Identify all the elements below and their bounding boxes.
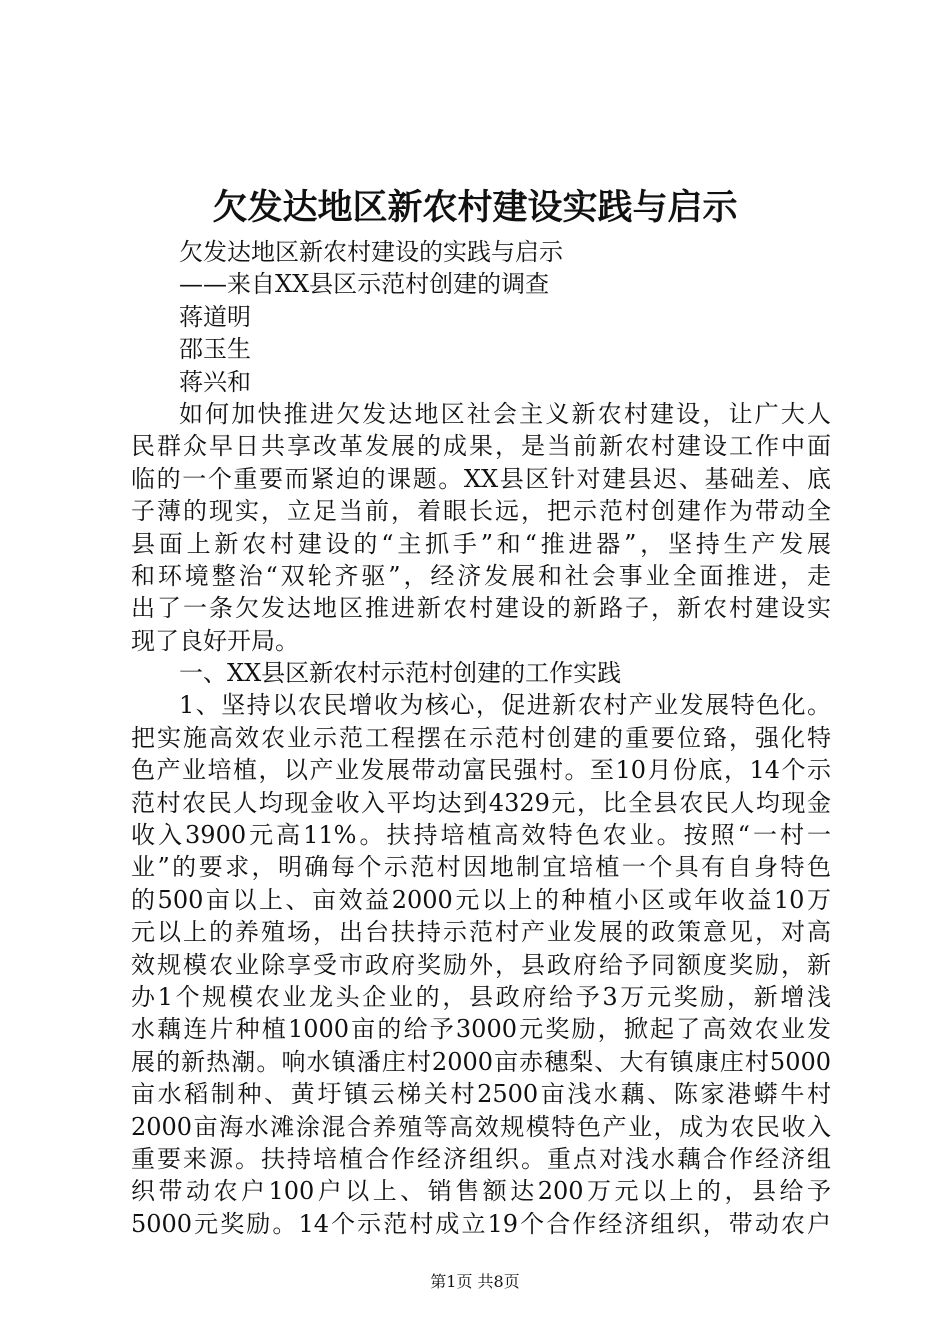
paragraph-line: 收入3900元高11%。扶持培植高效特色农业。按照“一村一 — [131, 821, 831, 850]
paragraph-line: 民群众早日共享改革发展的成果，是当前新农村建设工作中面 — [131, 432, 831, 461]
paragraph-line: 亩水稻制种、黄圩镇云梯关村2500亩浅水藕、陈家港蟒牛村 — [131, 1080, 831, 1109]
paragraph-line: 重要来源。扶持培植合作经济组织。重点对浅水藕合作经济组 — [131, 1144, 831, 1173]
paragraph-line: 县面上新农村建设的“主抓手”和“推进器”，坚持生产发展 — [131, 529, 831, 558]
paragraph-line: 办1个规模农业龙头企业的，县政府给予3万元奖励，新增浅 — [131, 982, 831, 1011]
author-name: 蒋兴和 — [179, 367, 251, 396]
paragraph-line: 把实施高效农业示范工程摆在示范村创建的重要位臵，强化特 — [131, 723, 831, 752]
paragraph-line: 5000元奖励。14个示范村成立19个合作经济组织，带动农户 — [131, 1209, 831, 1238]
paragraph-line: 的500亩以上、亩效益2000元以上的种植小区或年收益10万 — [131, 885, 831, 914]
author-name: 邵玉生 — [179, 335, 251, 364]
page-footer — [0, 1272, 950, 1292]
paragraph-line: 水藕连片种植1000亩的给予3000元奖励，掀起了高效农业发 — [131, 1015, 831, 1044]
paragraph-line: 如何加快推进欠发达地区社会主义新农村建设，让广大人 — [179, 399, 831, 428]
paragraph-line: 和环境整治“双轮齐驱”，经济发展和社会事业全面推进，走 — [131, 561, 831, 590]
paragraph-line: 业”的要求，明确每个示范村因地制宜培植一个具有自身特色 — [131, 853, 831, 882]
paragraph-line: 范村农民人均现金收入平均达到4329元，比全县农民人均现金 — [131, 788, 831, 817]
paragraph-line: 1、坚持以农民增收为核心，促进新农村产业发展特色化。 — [179, 691, 831, 720]
paragraph-line: 子薄的现实，立足当前，着眼长远，把示范村创建作为带动全 — [131, 497, 831, 526]
subtitle-line: ——来自XX县区示范村创建的调查 — [179, 270, 550, 299]
paragraph-line: 效规模农业除享受市政府奖励外，县政府给予同额度奖励，新 — [131, 950, 831, 979]
subtitle-line: 欠发达地区新农村建设的实践与启示 — [179, 238, 563, 266]
paragraph-line: 色产业培植，以产业发展带动富民强村。至10月份底，14个示 — [131, 756, 831, 785]
page-number: 第1页 共8页 — [430, 1272, 520, 1291]
paragraph-line: 出了一条欠发达地区推进新农村建设的新路子，新农村建设实 — [131, 594, 831, 623]
paragraph-line: 2000亩海水滩涂混合养殖等高效规模特色产业，成为农民收入 — [131, 1112, 831, 1141]
section-heading: 一、XX县区新农村示范村创建的工作实践 — [179, 659, 622, 688]
document-title: 欠发达地区新农村建设实践与启示 — [212, 187, 738, 228]
paragraph-line: 织带动农户100户以上、销售额达200万元以上的，县给予 — [131, 1177, 831, 1206]
paragraph-line: 临的一个重要而紧迫的课题。XX县区针对建县迟、基础差、底 — [131, 464, 831, 493]
paragraph-line: 元以上的养殖场，出台扶持示范村产业发展的政策意见，对高 — [131, 918, 831, 947]
document-body — [131, 236, 831, 1240]
paragraph-line: 现了良好开局。 — [131, 626, 299, 655]
author-name: 蒋道明 — [179, 302, 251, 331]
paragraph-line: 展的新热潮。响水镇潘庄村2000亩赤穗梨、大有镇康庄村5000 — [131, 1047, 831, 1076]
